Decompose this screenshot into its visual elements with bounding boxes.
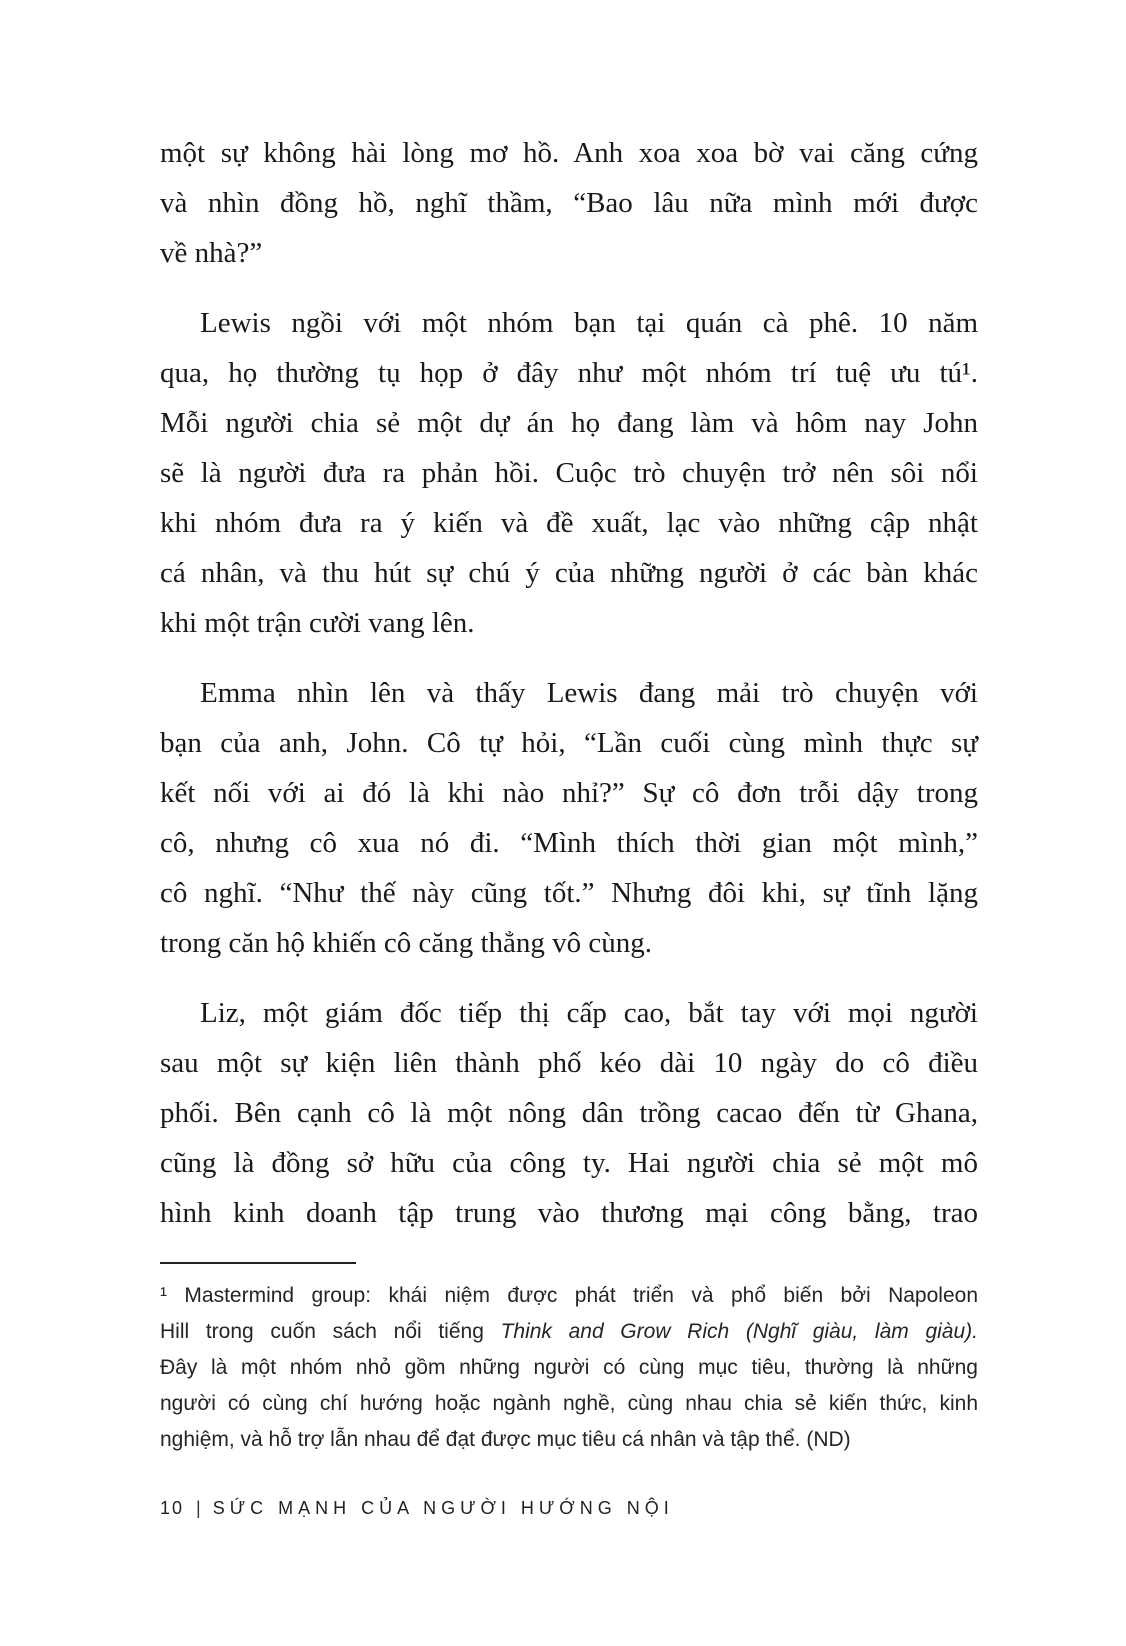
footer-divider: | [196,1498,201,1518]
text-line: cũng là đồng sở hữu của công ty. Hai người chia sẻ một mô [160,1147,978,1179]
footnote-line [160,1386,978,1422]
footnote-line [160,1422,978,1458]
text-line: và nhìn đồng hồ, nghĩ thầm, “Bao lâu nữa mình mới được [160,187,978,219]
text-line: Liz, một giám đốc tiếp thị cấp cao, bắt tay với mọi người [200,997,978,1029]
paragraph [160,668,978,968]
footnote-text-segment: Hill trong cuốn sách nổi tiếng [160,1320,501,1343]
page-number: 10 [160,1498,185,1518]
text-line: trong căn hộ khiến cô căng thẳng vô cùng. [160,927,653,959]
text-line: cô nghĩ. “Như thế này cũng tốt.” Nhưng đôi khi, sự tĩnh lặng [160,877,978,909]
footnote-text-segment: nghiệm, và hỗ trợ lẫn nhau để đạt được mục tiêu cá nhân và tập thể. (ND) [160,1428,851,1451]
footnote-line [160,1314,978,1350]
footnote-section [160,1262,978,1458]
text-line: bạn của anh, John. Cô tự hỏi, “Lần cuối cùng mình thực sự [160,727,978,759]
text-line: Emma nhìn lên và thấy Lewis đang mải trò chuyện với [200,677,978,709]
footnote-text-segment: ¹ Mastermind group: khái niệm được phát triển và phổ biến bởi Napoleon [160,1284,978,1307]
text-line: sau một sự kiện liên thành phố kéo dài 10 ngày do cô điều [160,1047,978,1079]
footnote-italic-book-title: Think and Grow Rich (Nghĩ giàu, làm giàu). [500,1320,978,1343]
paragraph [160,298,978,648]
footnote-line [160,1278,978,1314]
paragraph [160,128,978,278]
footnote-text [160,1278,978,1458]
text-line: một sự không hài lòng mơ hồ. Anh xoa xoa bờ vai căng cứng [160,137,978,169]
text-line: kết nối với ai đó là khi nào nhỉ?” Sự cô đơn trỗi dậy trong [160,777,978,809]
text-line: về nhà?” [160,237,263,269]
body-text [160,128,978,1238]
text-line: khi một trận cười vang lên. [160,607,475,639]
text-line: phối. Bên cạnh cô là một nông dân trồng cacao đến từ Ghana, [160,1097,978,1129]
text-line: hình kinh doanh tập trung vào thương mại công bằng, trao [160,1197,978,1229]
footnote-text-segment: Đây là một nhóm nhỏ gồm những người có cùng mục tiêu, thường là những [160,1356,978,1379]
text-line: Mỗi người chia sẻ một dự án họ đang làm và hôm nay John [160,407,978,439]
text-line: qua, họ thường tụ họp ở đây như một nhóm trí tuệ ưu tú¹. [160,357,978,389]
text-line: Lewis ngồi với một nhóm bạn tại quán cà phê. 10 năm [200,307,978,339]
footnote-separator [160,1262,356,1264]
text-line: cô, nhưng cô xua nó đi. “Mình thích thời gian một mình,” [160,827,978,859]
footnote-text-segment: người có cùng chí hướng hoặc ngành nghề, cùng nhau chia sẻ kiến thức, kinh [160,1392,978,1415]
page-footer [160,1498,674,1519]
paragraph [160,988,978,1238]
book-title: SỨC MẠNH CỦA NGƯỜI HƯỚNG NỘI [212,1498,674,1518]
text-line: sẽ là người đưa ra phản hồi. Cuộc trò chuyện trở nên sôi nổi [160,457,978,489]
text-line: khi nhóm đưa ra ý kiến và đề xuất, lạc vào những cập nhật [160,507,978,539]
footnote-line [160,1350,978,1386]
text-line: cá nhân, và thu hút sự chú ý của những người ở các bàn khác [160,557,978,589]
page-content [160,128,978,1458]
